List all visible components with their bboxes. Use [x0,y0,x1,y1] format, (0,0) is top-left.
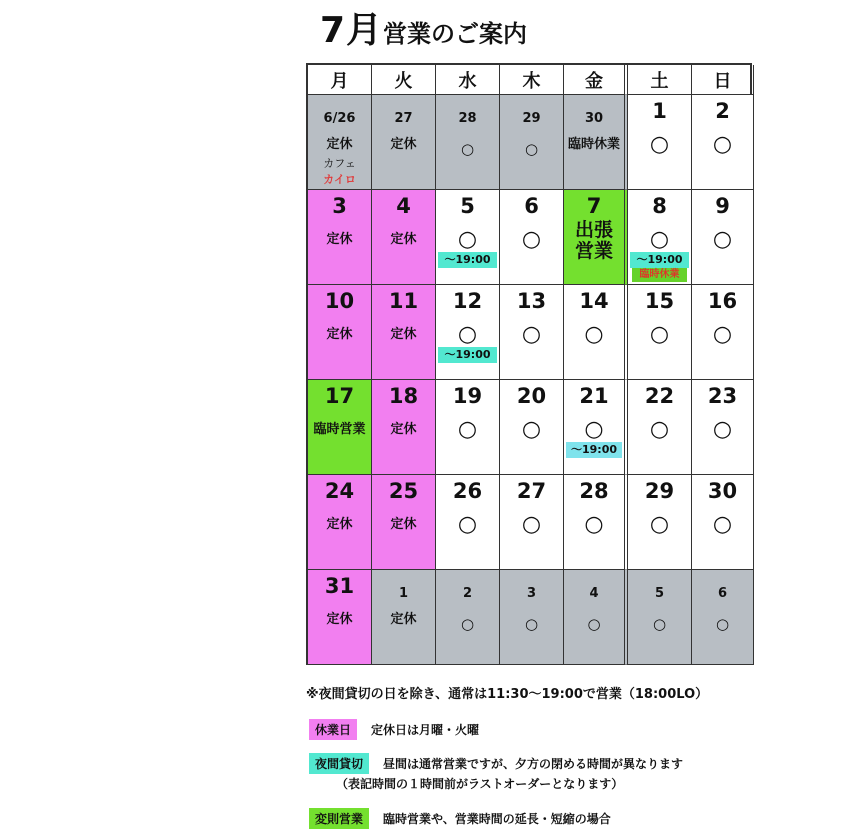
day-number: 15 [644,289,675,313]
legend-text-closed: 定休日は月曜・火曜 [371,723,480,737]
status-label: 定休 [390,422,417,437]
day-number: 18 [388,384,419,408]
open-mark: ○ [521,227,542,252]
day-number: 3 [332,194,347,218]
open-mark: ○ [457,322,478,347]
calendar-day [308,95,372,190]
closing-time-badge: 〜19:00 [438,252,497,268]
cafe-label: カフェ [323,157,356,170]
open-mark: ○ [712,132,733,157]
open-mark: ○ [587,615,601,633]
calendar-day [692,570,754,665]
day-number: 1 [398,586,409,601]
calendar-day [628,475,692,570]
chiro-label: カイロ [323,173,356,186]
day-number: 7 [586,194,602,218]
open-mark: ○ [457,417,478,442]
calendar-day [436,285,500,380]
day-number: 27 [394,111,413,126]
open-mark: ○ [457,512,478,537]
open-mark: ○ [584,417,604,442]
weekday-header: 火 [372,65,436,95]
closing-time-badge: 〜19:00 [566,442,622,458]
open-mark: ○ [649,322,670,347]
open-mark: ○ [712,417,733,442]
calendar-day [308,570,372,665]
day-number: 4 [589,586,599,601]
calendar-day [308,380,372,475]
calendar-day [564,190,628,285]
status-label: 定休 [390,137,417,152]
title-month: 7月 [319,10,384,51]
day-number: 28 [579,479,609,503]
calendar-day [436,95,500,190]
day-number: 24 [324,479,355,503]
legend-chip-irregular: 変則営業 [309,808,369,829]
page-title [0,2,847,53]
calendar-day [500,570,564,665]
open-mark: ○ [521,322,542,347]
day-number: 19 [452,384,483,408]
day-number: 29 [644,479,675,503]
day-number: 26 [452,479,483,503]
weekday-header: 水 [436,65,500,95]
temporary-closure-tag: 臨時休業 [632,268,687,282]
day-number: 28 [458,111,477,126]
day-number: 22 [644,384,675,408]
day-number: 25 [388,479,419,503]
weekday-header: 土 [628,65,692,95]
calendar-day [308,190,372,285]
day-number: 23 [707,384,738,408]
legend-text-irregular: 臨時営業や、営業時間の延長・短縮の場合 [383,812,611,826]
day-number: 27 [516,479,547,503]
weekday-header: 日 [692,65,754,95]
closing-time-badge: 〜19:00 [630,252,689,268]
day-number: 4 [396,194,411,218]
calendar-day [692,475,754,570]
calendar-day [564,570,628,665]
legend-closed [309,719,479,740]
calendar-day [372,285,436,380]
open-mark: ○ [652,615,667,633]
open-mark: ○ [649,227,670,252]
open-mark: ○ [649,417,670,442]
open-mark: ○ [649,512,670,537]
status-label: 臨時休業 [567,137,620,152]
day-number: 12 [452,289,483,313]
calendar-day [500,95,564,190]
calendar-day [628,190,692,285]
calendar-day [436,190,500,285]
open-mark: ○ [460,140,475,158]
status-label: 定休 [326,137,353,152]
weekday-header: 月 [308,65,372,95]
open-mark: ○ [457,227,478,252]
calendar-day [564,95,628,190]
day-number: 3 [526,586,537,601]
day-number: 29 [522,111,541,126]
calendar-day [436,380,500,475]
status-label: 定休 [326,327,353,342]
calendar-day [564,475,628,570]
calendar-day [372,380,436,475]
day-number: 11 [388,289,419,313]
calendar-day [692,380,754,475]
calendar-day [628,285,692,380]
status-label: 定休 [390,517,417,532]
day-number: 30 [707,479,738,503]
open-mark: ○ [649,132,670,157]
status-label: 出張 営業 [574,219,613,262]
title-text: 営業のご案内 [383,20,528,48]
calendar-day [628,95,692,190]
day-number: 30 [584,111,604,126]
day-number: 14 [579,289,609,313]
calendar-day [628,380,692,475]
calendar-day [692,285,754,380]
day-number: 8 [652,194,667,218]
open-mark: ○ [524,615,539,633]
calendar-day [500,380,564,475]
day-number: 5 [460,194,475,218]
calendar-day [500,190,564,285]
calendar-day [500,475,564,570]
calendar-day [372,570,436,665]
status-label: 定休 [390,327,417,342]
legend-chip-night: 夜間貸切 [309,753,369,774]
day-number: 6 [717,586,728,601]
legend-text-night: 昼間は通常営業ですが、夕方の閉める時間が異なります [383,757,684,771]
status-label: 定休 [390,612,417,627]
day-number: 1 [652,99,667,123]
status-label: 定休 [390,232,417,247]
calendar-day [564,285,628,380]
calendar-day [372,95,436,190]
open-mark: ○ [460,615,475,633]
open-mark: ○ [521,512,542,537]
day-number: 2 [462,586,473,601]
open-mark: ○ [712,227,733,252]
status-label: 定休 [326,612,353,627]
day-number: 6 [524,194,539,218]
calendar-grid [306,63,752,665]
status-label: 臨時営業 [313,422,366,437]
calendar-day [692,95,754,190]
open-mark: ○ [715,615,730,633]
calendar-day [500,285,564,380]
open-mark: ○ [584,322,604,347]
status-label: 定休 [326,517,353,532]
day-number: 20 [516,384,547,408]
calendar-day [308,285,372,380]
calendar-day [372,190,436,285]
day-number: 16 [707,289,738,313]
calendar-day [436,475,500,570]
day-number: 31 [324,574,355,598]
day-number: 21 [579,384,609,408]
legend-chip-closed: 休業日 [309,719,357,740]
day-number: 6/26 [323,111,356,126]
day-number: 5 [654,586,665,601]
day-number: 17 [324,384,355,408]
calendar-day [308,475,372,570]
open-mark: ○ [712,512,733,537]
legend-text-night-2: （表記時間の１時間前がラストオーダーとなります） [336,777,624,791]
closing-time-badge: 〜19:00 [438,347,497,363]
hours-note: ※夜間貸切の日を除き、通常は11:30〜19:00で営業（18:00LO） [306,687,709,702]
open-mark: ○ [712,322,733,347]
weekday-header: 金 [564,65,628,95]
legend-irregular [309,808,611,829]
open-mark: ○ [584,512,604,537]
calendar-day [692,190,754,285]
legend-night [309,753,683,774]
status-label: 定休 [326,232,353,247]
day-number: 10 [324,289,355,313]
open-mark: ○ [524,140,539,158]
open-mark: ○ [521,417,542,442]
weekday-header: 木 [500,65,564,95]
calendar-day [628,570,692,665]
calendar-day [436,570,500,665]
calendar-day [372,475,436,570]
day-number: 9 [715,194,730,218]
calendar-day [564,380,628,475]
day-number: 13 [516,289,547,313]
day-number: 2 [715,99,730,123]
